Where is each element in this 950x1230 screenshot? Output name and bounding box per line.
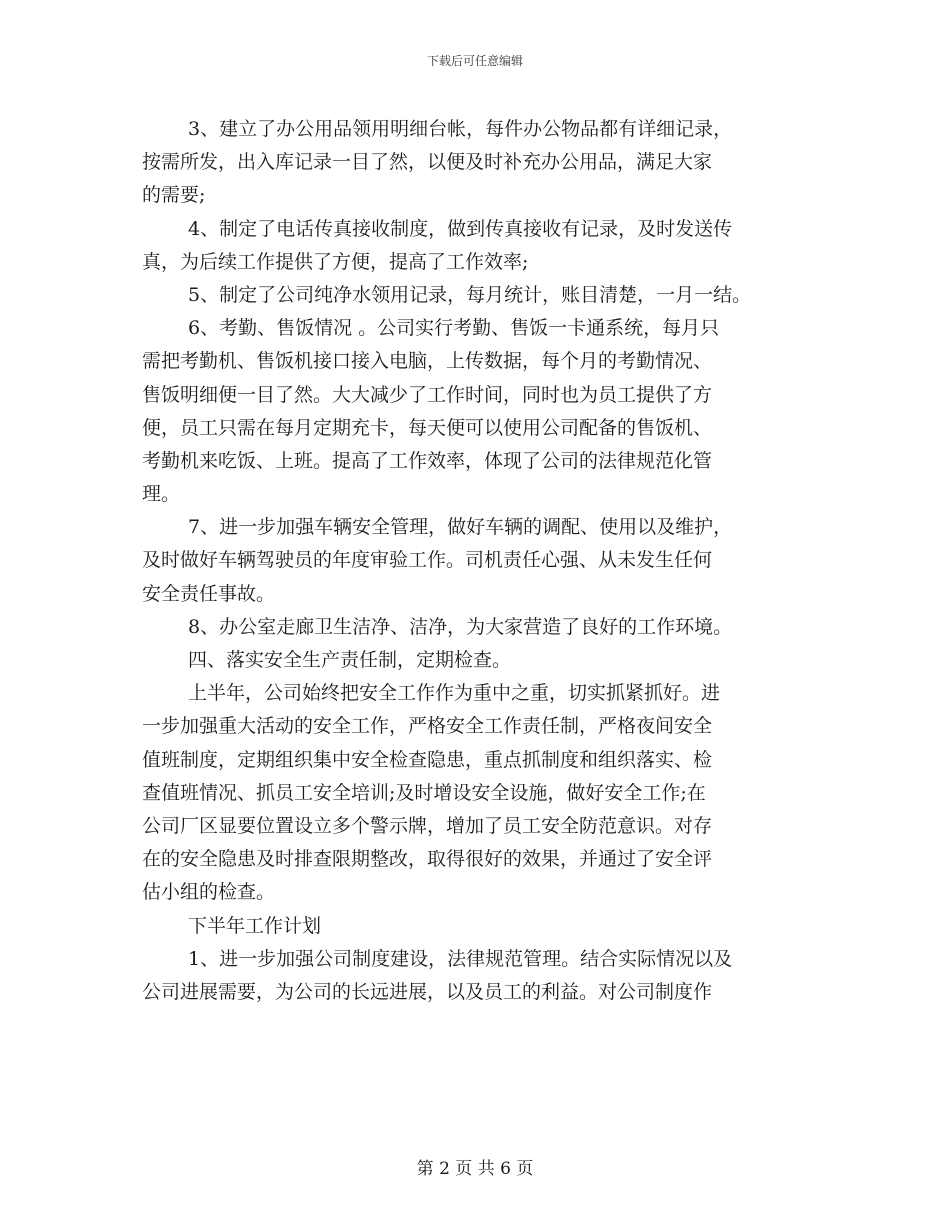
body-text-line: 理。 — [142, 483, 181, 506]
body-text-line: 上半年，公司始终把安全工作作为重中之重，切实抓紧抓好。进 — [188, 682, 721, 705]
body-text-line: 四、落实安全生产责任制，定期检查。 — [188, 649, 512, 671]
body-text-line: 1、进一步加强公司制度建设，法律规范管理。结合实际情况以及 — [188, 947, 733, 970]
page-header-note: 下载后可任意编辑 — [426, 54, 523, 68]
body-text-line: 6、考勤、售饭情况 。公司实行考勤、售饭一卡通系统，每月只 — [188, 317, 720, 340]
body-text-line: 按需所发，出入库记录一目了然，以便及时补充办公用品，满足大家 — [142, 151, 713, 174]
body-text-line: 公司厂区显要位置设立多个警示牌，增加了员工安全防范意识。对存 — [142, 814, 713, 837]
body-text-line: 下半年工作计划 — [188, 914, 322, 937]
document-body — [142, 113, 822, 1009]
body-text-line: 考勤机来吃饭、上班。提高了工作效率，体现了公司的法律规范化管 — [142, 449, 713, 472]
body-text-line: 一步加强重大活动的安全工作，严格安全工作责任制，严格夜间安全 — [142, 715, 713, 738]
body-text-line: 在的安全隐患及时排查限期整改，取得很好的效果，并通过了安全评 — [142, 848, 713, 871]
body-text-line: 售饭明细便一目了然。大大减少了工作时间，同时也为员工提供了方 — [142, 383, 713, 406]
body-text-line: 查值班情况、抓员工安全培训;及时增设安全设施，做好安全工作;在 — [142, 781, 706, 804]
body-text-line: 真，为后续工作提供了方便，提高了工作效率; — [142, 250, 529, 273]
body-text-line: 及时做好车辆驾驶员的年度审验工作。司机责任心强、从未发生任何 — [142, 549, 713, 572]
page-number-footer: 第 2 页 共 6 页 — [416, 1159, 534, 1179]
body-text-line: 需把考勤机、售饭机接口接入电脑，上传数据，每个月的考勤情况、 — [142, 350, 713, 373]
body-text-line: 7、进一步加强车辆安全管理，做好车辆的调配、使用以及维护， — [188, 516, 733, 539]
body-text-line: 的需要; — [142, 184, 206, 207]
body-text-line: 3、建立了办公用品领用明细台帐，每件办公物品都有详细记录， — [188, 118, 733, 140]
body-text-line: 估小组的检查。 — [142, 881, 276, 904]
body-text-line: 便，员工只需在每月定期充卡，每天便可以使用公司配备的售饭机、 — [142, 416, 713, 439]
body-text-line: 4、制定了电话传真接收制度，做到传真接收有记录，及时发送传 — [188, 217, 733, 240]
body-text-line: 安全责任事故。 — [142, 582, 276, 605]
body-text-line: 值班制度，定期组织集中安全检查隐患，重点抓制度和组织落实、检 — [142, 748, 713, 771]
body-text-line: 5、制定了公司纯净水领用记录，每月统计，账目清楚，一月一结。 — [188, 283, 752, 306]
body-text-line: 公司进展需要，为公司的长远进展，以及员工的利益。对公司制度作 — [142, 980, 713, 1003]
body-text-line: 8、办公室走廊卫生洁净、洁净，为大家营造了良好的工作环境。 — [188, 615, 733, 638]
